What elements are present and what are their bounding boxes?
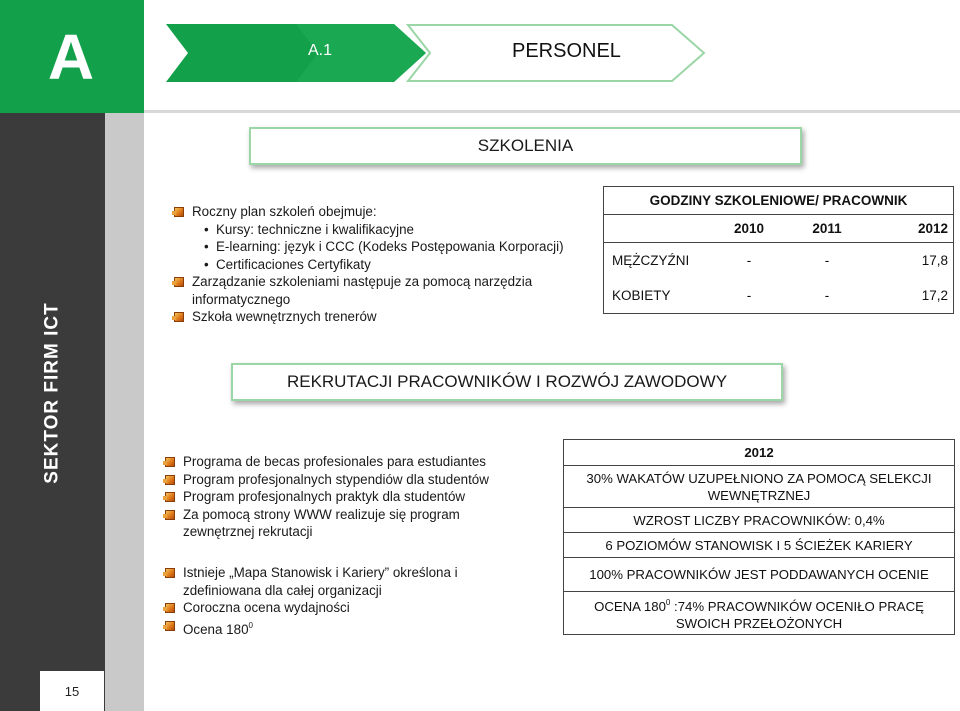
table-header: 2012 xyxy=(564,440,954,466)
sector-label-text: SEKTOR FIRM ICT xyxy=(41,302,63,484)
superscript: 0 xyxy=(665,598,671,607)
list-item: Coroczna ocena wydajności xyxy=(163,599,458,617)
square-bullet-icon xyxy=(174,277,184,287)
recruitment-results-table xyxy=(563,439,955,635)
square-bullet-icon xyxy=(165,475,175,485)
table-cell: - xyxy=(746,253,752,268)
square-bullet-icon xyxy=(165,568,175,578)
table-row xyxy=(564,592,954,634)
square-bullet-icon xyxy=(174,207,184,217)
list-subitem: • E-learning: język i CCC (Kodeks Postępowania Korporacji) xyxy=(204,239,564,254)
square-bullet-icon xyxy=(165,621,175,631)
column-header: 2010 xyxy=(733,221,765,236)
list-item: Szkoła wewnętrznych trenerów xyxy=(172,308,564,326)
list-item-continuation: zdefiniowana dla całej organizacji xyxy=(183,582,382,598)
square-bullet-icon xyxy=(165,510,175,520)
row-label: MĘŻCZYŹNI xyxy=(612,253,690,268)
left-light-strip xyxy=(105,113,144,711)
table-header-row xyxy=(604,215,953,243)
row-label: KOBIETY xyxy=(612,288,671,303)
sector-label xyxy=(0,113,105,673)
section-letter: A xyxy=(47,20,95,93)
table-row xyxy=(604,243,953,278)
table-cell: - xyxy=(746,288,752,303)
table-title: GODZINY SZKOLENIOWE/ PRACOWNIK xyxy=(604,187,953,215)
dot-bullet-icon: • xyxy=(204,221,209,237)
list-item-continuation: zewnętrznej rekrutacji xyxy=(183,524,313,539)
table-row: WZROST LICZBY PRACOWNIKÓW: 0,4% xyxy=(564,508,954,533)
square-bullet-icon xyxy=(174,312,184,322)
square-bullet-icon xyxy=(165,457,175,467)
table-row: 30% WAKATÓW UZUPEŁNIONO ZA POMOCĄ SELEKCJI WEWNĘTRZNEJ xyxy=(564,466,954,508)
list-item: Zarządzanie szkoleniami następuje za pomocą narzędzia xyxy=(172,273,564,291)
table-cell: 17,2 xyxy=(921,288,948,303)
list-item: Program profesjonalnych praktyk dla studentów xyxy=(163,488,489,506)
table-row xyxy=(604,278,953,313)
section-letter-block xyxy=(0,0,144,113)
training-list xyxy=(172,203,564,326)
table-row: 6 POZIOMÓW STANOWISK I 5 ŚCIEŻEK KARIERY xyxy=(564,533,954,558)
dot-bullet-icon: • xyxy=(204,239,209,254)
list-subitem: • Certificaciones Certyfikaty xyxy=(204,256,371,272)
page-title: PERSONEL xyxy=(512,40,621,62)
list-item: Istnieje „Mapa Stanowisk i Kariery” określona i xyxy=(163,564,458,582)
square-bullet-icon xyxy=(165,603,175,613)
superscript: 0 xyxy=(248,620,253,630)
section-code: A.1 xyxy=(308,42,333,59)
section-code-chevron xyxy=(166,24,426,82)
row-text-start: OCENA $180^0$ :74% PRACOWNIKÓW OCENIŁO PRACĘ SWOICH PRZEŁOŻONYCH xyxy=(594,598,924,631)
column-header: 2011 xyxy=(812,221,842,236)
page-number: 15 xyxy=(40,671,104,711)
dot-bullet-icon: • xyxy=(204,256,209,272)
table-row: 100% PRACOWNIKÓW JEST PODDAWANYCH OCENIE xyxy=(564,558,954,592)
table-cell: 17,8 xyxy=(921,253,948,268)
recruitment-list xyxy=(163,453,489,541)
column-header: 2012 xyxy=(917,221,948,236)
list-item: Za pomocą strony WWW realizuje się program xyxy=(163,506,489,524)
header-divider xyxy=(144,110,960,113)
table-cell: - xyxy=(824,253,830,268)
training-section-title: SZKOLENIA xyxy=(249,127,802,165)
square-bullet-icon xyxy=(165,492,175,502)
list-item-continuation: informatycznego xyxy=(192,291,291,307)
career-list xyxy=(163,564,458,638)
list-item: Program profesjonalnych stypendiów dla studentów xyxy=(163,471,489,489)
list-item: Ocena $180^0$ xyxy=(163,617,458,639)
recruitment-section-title: REKRUTACJI PRACOWNIKÓW I ROZWÓJ ZAWODOWY xyxy=(231,363,783,401)
training-hours-table xyxy=(603,186,954,314)
table-cell: - xyxy=(824,288,830,303)
list-item: Programa de becas profesionales para estudiantes xyxy=(163,453,489,471)
list-item: Roczny plan szkoleń obejmuje: xyxy=(172,203,564,221)
list-subitem: • Kursy: techniczne i kwalifikacyjne xyxy=(204,221,414,237)
